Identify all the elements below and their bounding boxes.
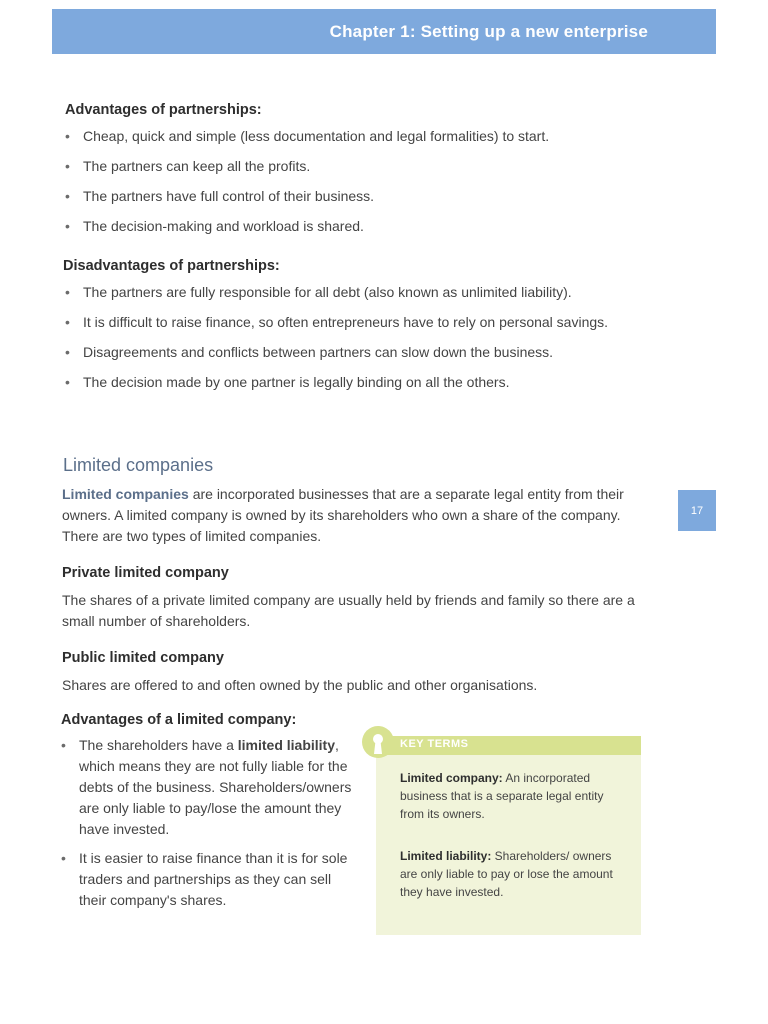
key-term-limited-liability: Limited liability: Shareholders/ owners are only liable to pay or lose the amount they have invested. [400,849,613,899]
page-number-tab [678,490,716,531]
list-item: • Disagreements and conflicts between partners can slow down the business. [65,344,554,360]
chapter-header-bar [52,9,716,54]
list-item: • It is easier to raise finance than it is for sole traders and partnerships as they can sell their company's shares. [61,850,348,908]
list-item: • Cheap, quick and simple (less documentation and legal formalities) to start. [65,128,550,144]
key-term-limited-company: Limited company: An incorporated business that is a separate legal entity from its owners. [400,771,604,821]
disadvantages-partnerships-heading: Disadvantages of partnerships: [63,258,280,274]
list-item: • It is difficult to raise finance, so often entrepreneurs have to rely on personal savings. [65,314,609,330]
key-terms-box [376,736,641,935]
limited-companies-intro: Limited companies are incorporated businesses that are a separate legal entity from their owners. A limited company is owned by its shareholders who own a share of the company. There are two types of limited companies. [62,486,624,544]
disadvantages-partnerships-list [63,282,623,393]
advantages-limited-heading: Advantages of a limited company: [61,712,297,728]
chapter-title: Chapter 1: Setting up a new enterprise [329,21,648,41]
advantages-partnerships-heading: Advantages of partnerships: [65,102,262,118]
public-limited-heading: Public limited company [62,650,224,666]
limited-liability-term: limited liability [237,737,336,753]
list-item: • The decision made by one partner is legally binding on all the others. [65,374,510,390]
list-item: • The partners have full control of their business. [65,188,375,204]
list-item: • The shareholders have a limited liability, which means they are not fully liable for the debts of the business. Shareholders/owners are only liable to pay/lose the amount they have invested. [61,737,352,837]
list-item: • The decision-making and workload is shared. [65,218,364,234]
public-limited-text: Shares are offered to and often owned by the public and other organisations. [62,677,538,693]
advantages-partnerships-list [63,126,663,237]
limited-companies-term: Limited companies [62,486,189,502]
list-item: • The partners can keep all the profits. [65,158,311,174]
key-terms-label: KEY TERMS [400,738,469,750]
private-limited-heading: Private limited company [62,565,229,581]
advantages-limited-list [59,735,359,911]
keyhole-icon [360,724,396,764]
private-limited-text: The shares of a private limited company are usually held by friends and family so there are a small number of shareholders. [62,592,635,629]
limited-companies-heading: Limited companies [63,455,214,475]
page-number: 17 [690,504,704,517]
key-terms-header [376,736,641,755]
list-item: • The partners are fully responsible for all debt (also known as unlimited liability). [65,284,572,300]
